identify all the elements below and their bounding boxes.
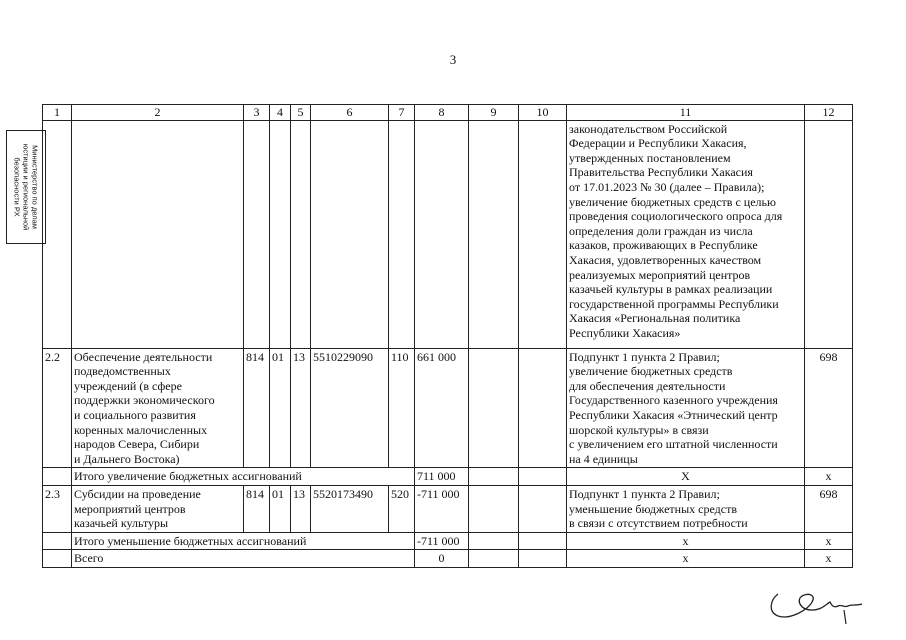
grand-total-row [43,550,853,568]
code-ministry: 814 [244,348,270,468]
total-decrease-row [43,532,853,550]
header-cell: 5 [291,105,311,121]
header-cell: 12 [805,105,853,121]
row-number: 2.3 [43,485,72,532]
code-12: x [805,468,853,486]
code-expense-type: 520 [389,485,415,532]
amount: -711 000 [415,532,469,550]
code-ministry: 814 [244,485,270,532]
row-number: 2.2 [43,348,72,468]
header-cell: 8 [415,105,469,121]
header-cell: 11 [567,105,805,121]
code-12: 698 [805,485,853,532]
signature-image [760,580,870,630]
header-cell: 6 [311,105,389,121]
justification-cell: Подпункт 1 пункта 2 Правил; уменьшение бюджетных средств в связи с отсутствием потребности [567,485,805,532]
table-row-2-2 [43,348,853,468]
justification-cell: законодательством Российской Федерации и Республики Хакасия, утвержденных постановлением Правительства Республики Хакасия от 17.01.2023 № 30 (далее – Правила); увеличение бюджетных средств с целью проведения социологического опроса для определения доли граждан из числа казаков, проживающих в Республике Хакасия, удовлетворенных качеством реализуемых мероприятий центров казачьей культуры в рамках реализации государственной программы Республики Хакасия «Региональная политика Республики Хакасия» [567,120,805,348]
column-numbers-row [43,105,853,121]
total-increase-row [43,468,853,486]
code-subsection: 13 [291,485,311,532]
total-label: Итого уменьшение бюджетных ассигнований [72,532,415,550]
code-subsection: 13 [291,348,311,468]
header-cell: 10 [519,105,567,121]
code-section: 01 [270,485,291,532]
expense-name: Субсидии на проведение мероприятий центров казачьей культуры [72,485,244,532]
table-row-2-3 [43,485,853,532]
justification-cell: Подпункт 1 пункта 2 Правил; увеличение бюджетных средств для обеспечения деятельности Государственного казенного учреждения Республики Хакасия «Этнический центр шорской культуры» в связи с увеличением его штатной численности на 4 единицы [567,348,805,468]
stamp-text: Министерство по делам юстиции и региональной безопасности РХ [12,143,40,231]
header-cell: 9 [469,105,519,121]
registration-stamp [6,130,46,244]
header-cell: 2 [72,105,244,121]
table-row-continuation [43,120,853,348]
code-target: 5510229090 [311,348,389,468]
code-12: x [805,532,853,550]
expense-name: Обеспечение деятельности подведомственных учреждений (в сфере поддержки экономического и социального развития коренных малочисленных народов Севера, Сибири и Дальнего Востока) [72,348,244,468]
amount: -711 000 [415,485,469,532]
code-target: 5520173490 [311,485,389,532]
budget-changes-table [42,104,853,568]
header-cell: 1 [43,105,72,121]
code-expense-type: 110 [389,348,415,468]
page-number: 3 [449,52,457,67]
header-cell: 4 [270,105,291,121]
justification-cell: X [567,468,805,486]
total-label: Итого увеличение бюджетных ассигнований [72,468,415,486]
code-12: 698 [805,348,853,468]
total-label: Всего [72,550,415,568]
amount: 711 000 [415,468,469,486]
justification-cell: x [567,532,805,550]
code-12: x [805,550,853,568]
justification-cell: x [567,550,805,568]
amount: 661 000 [415,348,469,468]
header-cell: 3 [244,105,270,121]
code-section: 01 [270,348,291,468]
amount: 0 [415,550,469,568]
header-cell: 7 [389,105,415,121]
